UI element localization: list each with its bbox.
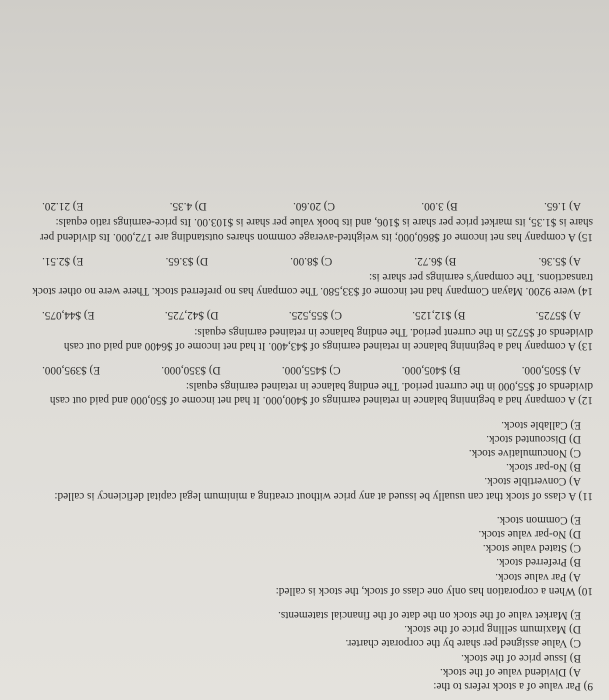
question-11 [18, 417, 593, 502]
question-stem: 14) were 9200. Mayan Company had net income of $33,580. The company has no preferred stock. There were no other stock transactions. The company's earnings per share is: [32, 270, 593, 298]
option: A) Convertible stock. [484, 475, 581, 488]
answer-options-row [42, 199, 581, 213]
question-15 [18, 199, 593, 244]
rotated-document [18, 8, 593, 693]
option: B) 3.00. [421, 200, 458, 213]
option: D) $350,000. [161, 363, 221, 376]
answer-options [18, 608, 581, 679]
option: E) $2.51. [42, 254, 84, 267]
question-stem: 12) A company had a beginning balance in retained earnings of $400,000. It had net income of $50,000 and paid out cash dividends of $55,000 in the current period. The ending balance in retained earnings equals: [49, 380, 593, 407]
question-13 [18, 308, 593, 353]
option: D) Discounted stock. [486, 432, 581, 445]
option: A) $5.36. [538, 254, 581, 267]
option: A) Dividend value of the stock. [439, 665, 581, 678]
option: D) No-par value stock. [478, 527, 581, 540]
option: B) $12,125. [412, 309, 466, 322]
question-14 [18, 254, 593, 299]
option: B) Preferred stock. [496, 556, 581, 569]
option: B) No-par stock. [506, 461, 581, 474]
option: A) $5725. [535, 309, 581, 322]
option: B) Issue price of the stock. [461, 651, 581, 664]
option: E) $395,000. [42, 363, 101, 376]
option: B) $405,000. [401, 363, 461, 376]
question-stem: 9) Par value of a stock refers to the: [433, 680, 593, 692]
question-stem: 11) A class of stock that can usually be issued at any price without creating a minimum legal capital deficiency is called: [54, 489, 593, 502]
answer-options-row [42, 254, 581, 268]
option: C) Value assigned per share by the corporate charter. [345, 637, 581, 650]
option: C) 20.60. [293, 200, 335, 213]
question-12 [18, 363, 593, 408]
option: D) Maximum selling price of the stock. [404, 623, 581, 636]
option: C) $455,000. [281, 363, 341, 376]
answer-options-row [42, 308, 581, 322]
option: D) $3.65. [165, 254, 209, 267]
question-stem: 10) When a corporation has only one class of stock, the stock is called: [275, 584, 593, 597]
option: E) Market value of the stock on the date of the financial statements. [278, 608, 581, 621]
option: A) $505,000. [521, 363, 581, 376]
question-stem: 15) A company has net income of $860,000; its weighted-average common shares outstanding are 172,000. Its dividend per share is $1.35, its market price per share is $106, and its book value per share is $103.00. Its price-earnings ratio equals: [39, 216, 593, 243]
option: C) $55,525. [288, 309, 342, 322]
option: D) $42,725. [164, 309, 219, 322]
option: C) Stated value stock. [482, 542, 581, 555]
option: E) $44,075. [42, 309, 95, 322]
question-9 [18, 608, 593, 693]
answer-options [18, 417, 581, 488]
option: E) 21.20. [42, 200, 84, 213]
option: C) $8.00. [290, 254, 333, 267]
question-stem: 13) A company had a beginning balance in retained earnings of $43,400. It had net income of $6400 and paid out cash dividends of $5725 in the current period. The ending balance in retained earnings equals: [63, 325, 593, 352]
option: A) 1.65. [544, 200, 581, 213]
option: D) 4.35. [169, 200, 207, 213]
option: C) Noncumulative stock. [468, 446, 581, 459]
option: B) $6.72. [414, 254, 457, 267]
question-10 [18, 513, 593, 598]
option: A) Par value stock. [495, 570, 581, 583]
option: E) Common stock. [496, 513, 581, 526]
answer-options [18, 513, 581, 584]
option: E) Callable stock. [501, 418, 581, 431]
answer-options-row [42, 363, 581, 377]
